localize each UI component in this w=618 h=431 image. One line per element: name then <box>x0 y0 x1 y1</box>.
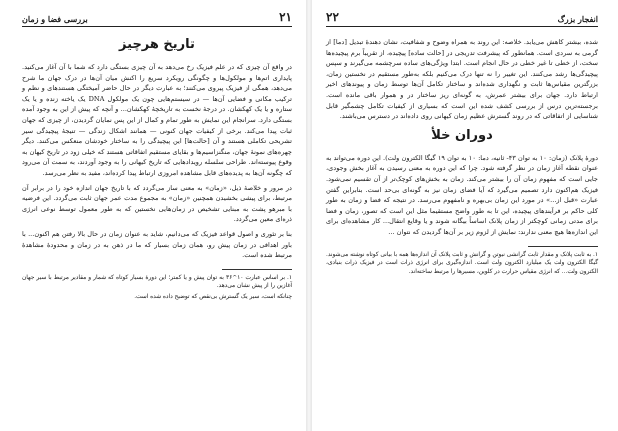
right-page-number: ۲۲ <box>326 10 339 24</box>
left-section-title: تاریخ هرچیز <box>119 37 195 52</box>
left-paragraph: بنا بر تئوری و اصول قواعد فیزیک که می‌دانیم، شاید به عنوان زمان در حال بالا رفتن هم اکنون... با باور اهدافی در زمان پیش رو، همان زمان بسیار که ما در ذهن به در زمان و محدودۀ مشاهدۀ مرتبط شده است. <box>22 229 292 260</box>
left-running-head <box>22 10 292 27</box>
right-running-head <box>326 10 598 27</box>
left-paragraph: در مرور و خلاصۀ ذیل، «زمان» به معنی ساز می‌گردد که با تاریخ جهان اندازه خود را در برابر آن مرتبط، برای پیشی بخشیدن همچنین «زمان» به مجموع مدت عمر جهان ثابت می‌گردد. این فرضیه با مبرهو پشت به مبنایی تشخیص در زمان‌هایی نخستین که به طور معمول توسط نوعی انرژی ذره‌ای معین می‌گردد. <box>22 183 292 224</box>
right-paragraph: شده، بیشتر کاهش می‌یابد. خلاصه: این روند به همراه وضوح و شفافیت، نشان دهندۀ تبدیل [دما] از گرمی به سردی است. همانطور که پیشرفت تدریجی در [حالت ساده] پیچیده، از تقریباً برم پیچیده‌ها سخت، از خطی تا غیر خطی در حال انجام است. ابتدا ویژگی‌های ساده سرچشمه می‌گیرند و سپس پیچیدگی‌ها رشد می‌کنند. این تغییر را نه تنها درک می‌کنیم بلکه به‌طور مستقیم در نخستین زمان، بزرگترین مقیاس‌ها ثابت و نگهداری شده‌اند و ساختار تکامل آن‌ها توسط زمان و پیوندهای اخیر ارتباط دارد. جهان برای بیشتر عمرش، به گونه‌ای ریز ساختار در و هموار باقی مانده است. برجسته‌ترین درس از بررسی کشف شده این است که بسیاری از کیفیات تکامل چشمگیر قابل شناسایی از اتفاقاتی که در روند گسترش عظیم زمان کیهانی روی داده‌اند در دسترس می‌باشند. <box>326 38 598 121</box>
right-page <box>312 0 618 431</box>
right-section-title: دوران خلأ <box>431 127 493 143</box>
left-footnote: ۱. بر اساس عبارت ۱۰^۳۶ به توان پیش و یا کمتر؛ این دورهٔ بسیار کوتاه که شمار و مقادیر مرتبط با سیر جهان آغازین را از پیش نشان می‌دهد. <box>22 274 292 290</box>
left-page <box>0 0 306 431</box>
right-section-paragraph: دورۀ پلانک (زمان: ۱۰ به توان ۴۳- ثانیه، دما: ۱۰ به توان ۱۹ گیگا الکترون ولت). این دوره می‌تواند به عنوان نقطه آغاز زمان در نظر گرفته شود. چرا که این دوره به معنی رسیدن به آغاز بخش وجودی، جایی است که مفهوم زمان آن را بیشتر می‌کند. زمان به بخش‌های کوچک‌تر از آن تقسیم نمی‌شود. فیزیک هم‌اکنون دارد تصمیم می‌گیرد که آیا فضای زمان نیز به گونه‌ای بی‌حد است. بنابراین گفتن عبارت «قبل از...» در مورد این زمان بی‌بهره و نامفهوم می‌رسد. در نتیجه که فضا و زمان به طور کلی حاکم بر فرآیندهای پیچیده، این تا به طور واضح مستقیما مثل این است که تصور، زمان و فضا برای مدتی زمانی کوچکتر از زمان پلانک اساساً بیگانه شوند و یا وقایع انتقال... کار مشاهده‌ای برای این اندازه‌ها هیچ معنی ندارند: نمایش از لزوم زیر بر آن‌ها گردیدن که نتوان ... <box>326 153 599 236</box>
footnote-divider <box>326 246 598 247</box>
footnote-divider <box>22 269 292 270</box>
left-running-head-title: بررسی فضا و زمان <box>22 14 88 24</box>
left-paragraph: در واقع آن چیزی که در علم فیزیک رخ می‌دهد به آن چیزی بستگی دارد که شما با آن آغاز می‌کنید. پایداری اتم‌ها و مولکول‌ها و چگونگی رویکرد سریع را اکنش میان آن‌ها در درک جهان ما شرح می‌دهد، همگی از فیزیک پیروی می‌کنند؛ به عبارت دیگر در حال حاضر آمیختگی هستندهای و نظم و ترکیب مکانی و فضایی آن‌ها — در سیستم‌هایی چون یک مولکول DNA یک یاخته زنده و یا یک ستاره و یا یک کهکشان. در درجۀ نخست به تاریخچۀ کهکشان... و آنچه که پیش از این به وجود آمده بستگی دارد. سرانجام این نمایش به طور تمام و کمال از این پس نمایان گردیدن، از چیزی که جهان ثبات پیدا می‌کند. برخی از کیفیات جهان کنونی — همانند اشکال زندگی — تنیجۀ پیچیدگی سیر تشریحی تکاملی هستند و آن [حالت‌ها] این پیچیدگی را به ساختار خودشان منعکس می‌کنند. دیگر چهره‌های نمونۀ جهان، منگنزاسیم‌ها و بقایای مستقیم اتفاقاتی هستند که خیلی زود در تاریخ کیهان به وقوع پیوسته‌اند. طراحی سلسله رویدادهایی که تاریخ کیهانی را به وجود آوردند، به سمت آن می‌رود که چگونه آن‌ها به پدیده‌های قابل مشاهده امروزی ارتباط پیدا کرده‌اند، مفید به نظر می‌رسد. <box>22 63 292 177</box>
right-footnote: ۱. به ثابت پلانک و مقدار ثابت گرانشی نیوتن و گرانش و ثابت پلانک آن اندازه‌ها همه با بیانی کوتاه نوشته می‌شوند. گیگا الکترون ولت یک میلیارد الکترون ولت است. اندازه‌گیری برای انرژی ذرات است در فیزیک ذرات بنیادی، الکترون ولت... که انرژی مقیاس حرارت در کلوین، مسیرها را مرتبط ساخته‌اند. <box>326 251 598 275</box>
left-page-number: ۲۱ <box>279 10 292 24</box>
right-running-head-title: انفجار بزرگ <box>557 14 598 24</box>
left-footnote: چنانکه است، سیر یک گسترش بی‌نقص که توضیح داده شده است. <box>134 293 292 300</box>
